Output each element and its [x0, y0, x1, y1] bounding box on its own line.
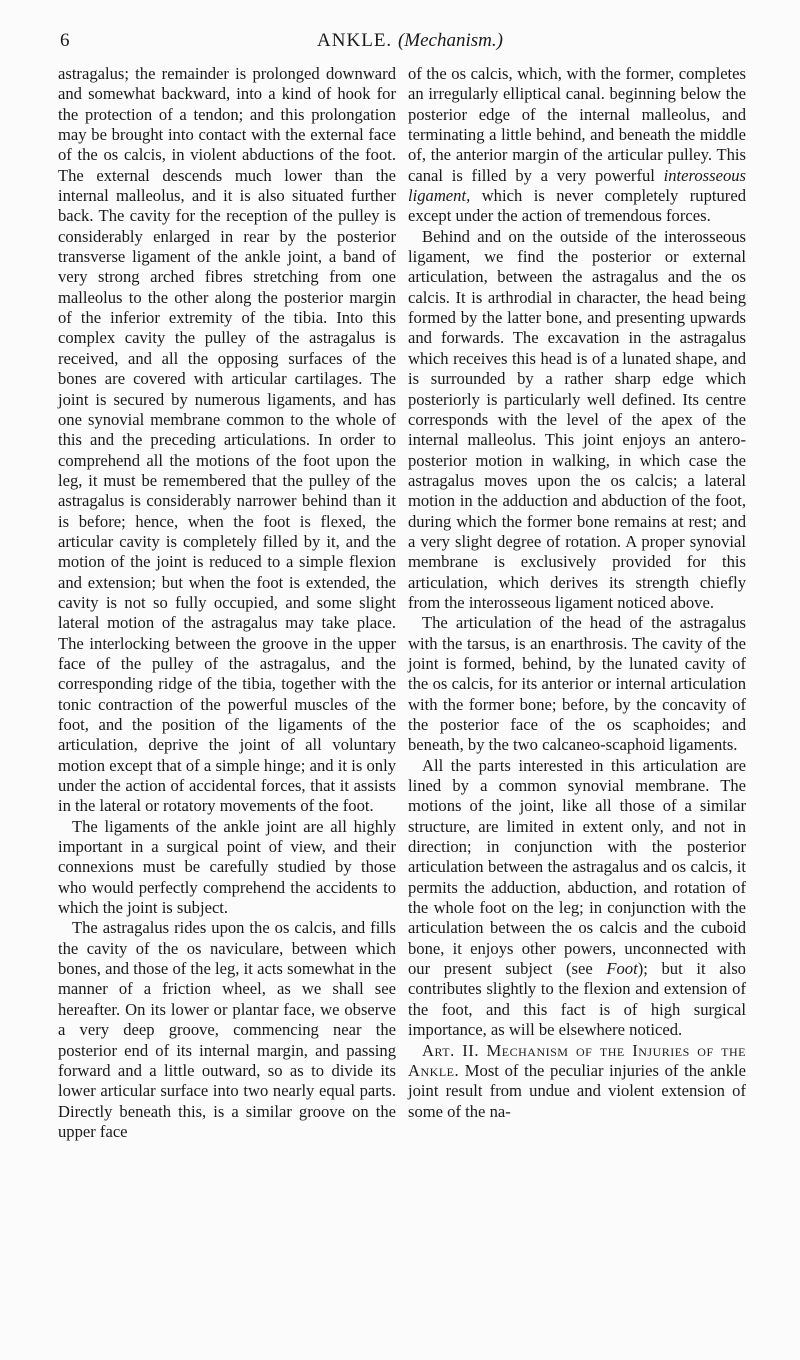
left-paragraph-1: astragalus; the remainder is prolonged downward and somewhat backward, into a kind of hook for the protection of a tendon; and this prolongation may be brought into contact with the external face of the os calcis, in violent abductions of the foot. The external descends much lower than the internal malleolus, and it is also situated further back. The cavity for the reception of the pulley is considerably enlarged in rear by the posterior transverse ligament of the ankle joint, a band of very strong arched fibres stretching from one malleolus to the other along the posterior margin of the inferior extremity of the tibia. Into this complex cavity the pulley of the astragalus is received, and all the opposing surfaces of the bones are covered with articular cartilages. The joint is secured by numerous ligaments, and has one synovial membrane common to the whole of this and the preceding articulations. In order to comprehend all the motions of the foot upon the leg, it must be remembered that the pulley of the astragalus is considerably narrower behind than it is before; hence, when the foot is flexed, the articular cavity is completely filled by it, and the motion of the joint is reduced to a simple flexion and extension; but when the foot is extended, the cavity is not so fully occupied, and some slight lateral motion of the astragalus may take place. The interlocking between the groove in the upper face of the pulley of the astragalus, and the corresponding ridge of the tibia, together with the tonic contraction of the powerful muscles of the foot, and the position of the ligaments of the articulation, deprive the joint of all voluntary motion except that of a simple hinge; and it is only under the action of accidental forces, that it assists in the lateral or rotatory movements of the foot.	[58, 64, 396, 816]
right-paragraph-4-text-b: ); but it also contributes slightly to the flexion and extension of the foot, and this fact is of high surgical importance, as will be elsewhere noticed.	[408, 959, 746, 1040]
right-paragraph-1-text-b: which is never completely ruptured except under the action of tremendous forces.	[408, 186, 746, 226]
right-column	[408, 64, 746, 1122]
left-column	[58, 64, 396, 1142]
left-paragraph-2: The ligaments of the ankle joint are all highly important in a surgical point of view, and their connexions must be carefully studied by those who would perfectly comprehend the accidents to which the joint is subject.	[58, 816, 396, 918]
page-number: 6	[60, 30, 70, 51]
right-paragraph-3: The articulation of the head of the astragalus with the tarsus, is an enarthrosis. The cavity of the joint is formed, behind, by the lunated cavity of the os calcis, for its anterior or internal articulation with the former bone; before, by the concavity of the posterior face of the os scaphoides; and beneath, by the two calcaneo-scaphoid ligaments.	[408, 613, 746, 755]
left-paragraph-3: The astragalus rides upon the os calcis, and fills the cavity of the os naviculare, between which bones, and those of the leg, it acts somewhat in the manner of a friction wheel, as we shall see hereafter. On its lower or plantar face, we observe a very deep groove, commencing near the posterior end of its internal margin, and passing forward and a little outward, so as to divide its lower articular surface into two nearly equal parts. Directly beneath this, is a similar groove on the upper face	[58, 918, 396, 1141]
running-title	[60, 30, 760, 52]
right-paragraph-2: Behind and on the outside of the interosseous ligament, we find the posterior or external articulation, between the astragalus and the os calcis. It is arthrodial in character, the head being formed by the latter bone, and presenting upwards and forwards. The excavation in the astragalus which receives this head is of a lunated shape, and is surrounded by a rather sharp edge which posteriorly is particularly well defined. Its centre corresponds with the level of the apex of the internal malleolus. This joint enjoys an antero-posterior motion in walking, in which case the astragalus moves upon the os calcis; a lateral motion in the adduction and abduction of the foot, during which the former bone remains at rest; and a very slight degree of rotation. A proper synovial membrane is exclusively provided for this articulation, which derives its strength chiefly from the interosseous ligament noticed above.	[408, 226, 746, 612]
right-paragraph-4	[408, 756, 746, 1041]
foot-reference: Foot	[606, 959, 638, 979]
right-paragraph-1-text-a: of the os calcis, which, with the former, completes an irregularly elliptical canal. beginning below the posterior edge of the internal malleolus, and terminating a little behind, and beneath the middle of, the anterior margin of the articular pulley. This canal is filled by a very powerful	[408, 64, 746, 185]
interosseous-ligament-term: interosseous ligament,	[408, 165, 746, 206]
right-paragraph-1	[408, 64, 746, 227]
article-heading: Art. II. Mechanism of the Injuries of the Ankle.	[408, 1040, 746, 1080]
right-paragraph-5	[408, 1041, 746, 1122]
article-body: Most of the peculiar injuries of the ankle joint result from undue and violent extension of some of the na-	[408, 1060, 746, 1121]
running-title-main: ANKLE.	[317, 30, 393, 51]
running-title-sub: (Mechanism.)	[397, 30, 503, 51]
page-header	[60, 30, 760, 58]
right-paragraph-4-text-a: All the parts interested in this articulation are lined by a common synovial membrane. The motions of the joint, like all those of a similar structure, are limited in extent only, and not in direction; in conjunction with the posterior articulation between the astragalus and os calcis, it permits the adduction, abduction, and rotation of the whole foot on the leg; in conjunction with the articulation between the os calcis and the cuboid bone, it enjoys other powers, unconnected with our present subject (see	[408, 755, 746, 979]
